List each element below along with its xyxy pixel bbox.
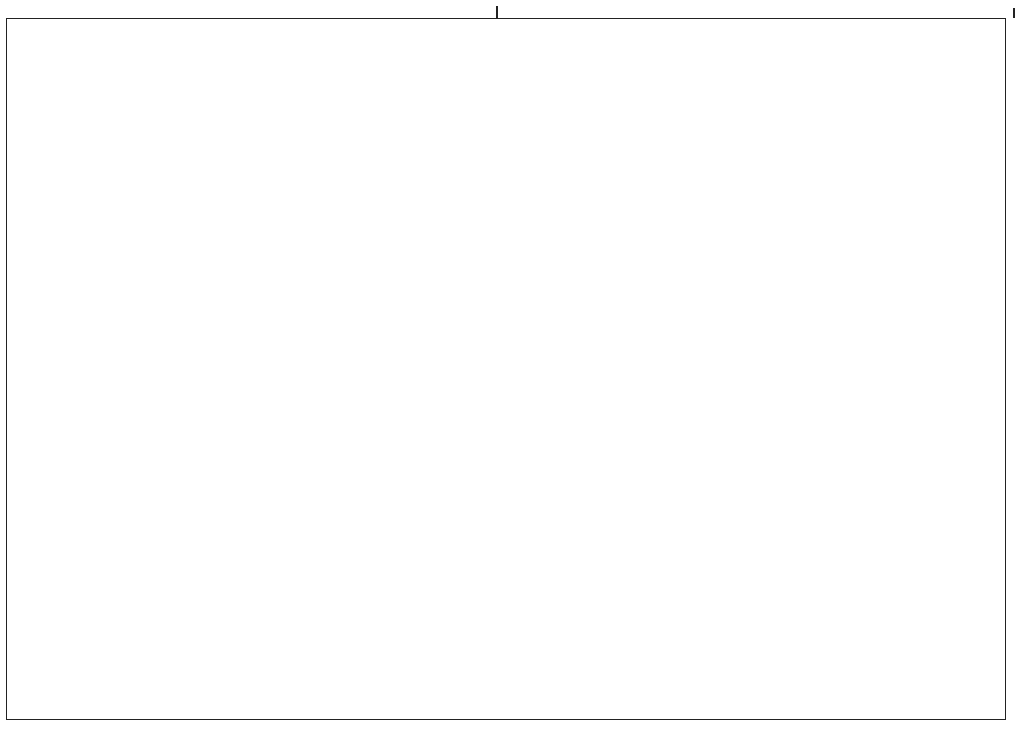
- binding-mark-top: [496, 6, 498, 18]
- binding-mark-right: [1013, 8, 1015, 18]
- form-page: [6, 18, 1006, 720]
